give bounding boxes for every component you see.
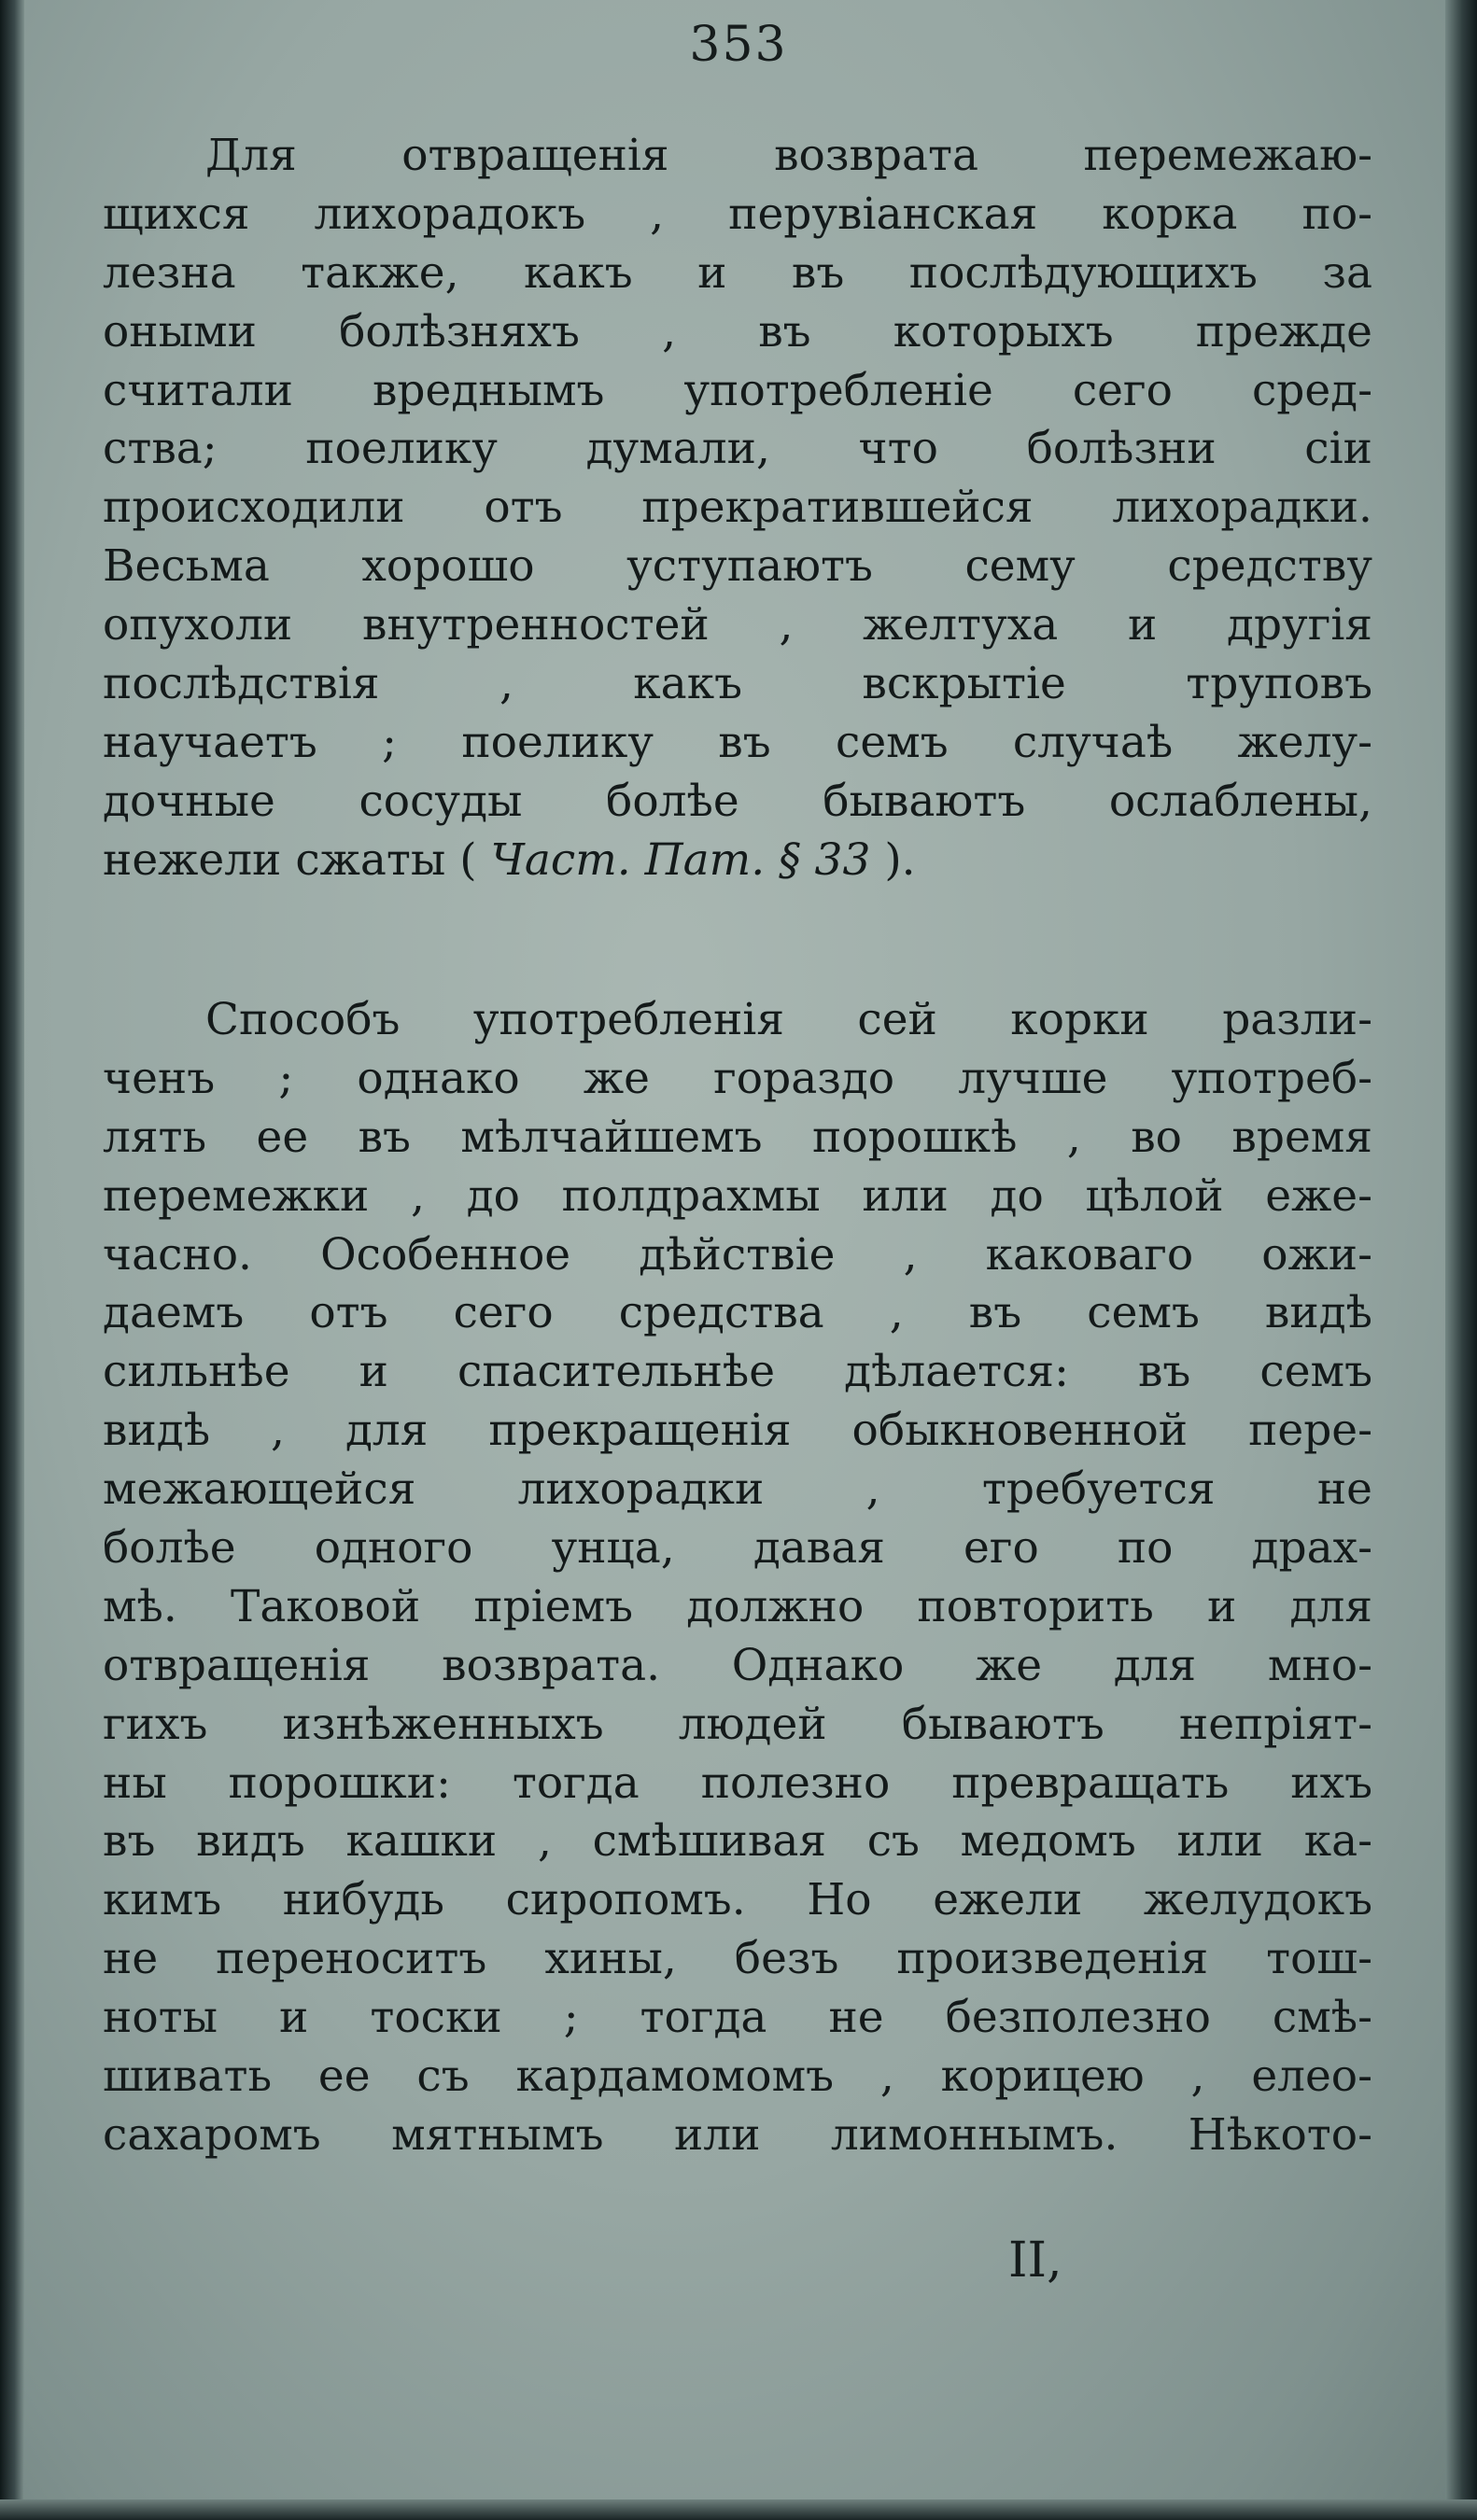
text-line: болѣе одного унца, давая его по драх-	[103, 1522, 1372, 1575]
text-line: мѣ. Таковой пріемъ должно повторить и для	[103, 1580, 1372, 1632]
text-before-reference: нежели сжаты (	[103, 833, 477, 886]
text-line: Для отвращенія возврата перемежаю-	[205, 130, 1372, 181]
text-line: ства; поелику думали, что болѣзни сіи	[103, 423, 1372, 475]
paragraph-1	[103, 127, 1372, 890]
text-line: происходили отъ прекратившейся лихорадки.	[103, 482, 1372, 534]
text-line: лять ее въ мѣлчайшемъ порошкѣ , во время	[103, 1111, 1372, 1163]
text-line: ченъ ; однако же гораздо лучше употреб-	[103, 1052, 1372, 1104]
text-line: опухоли внутренностей , желтуха и другія	[103, 599, 1372, 651]
text-line: ны порошки: тогда полезно превращать ихъ	[103, 1757, 1372, 1809]
paragraph-2	[103, 991, 1372, 2165]
text-line: отвращенія возврата. Однако же для мно-	[103, 1639, 1372, 1691]
text-line: сильнѣе и спасительнѣе дѣлается: въ семъ	[103, 1346, 1372, 1398]
text-line: шивать ее съ кардамомомъ , корицею , елео-	[103, 2051, 1372, 2103]
text-line: научаетъ ; поелику въ семъ случаѣ желу-	[103, 716, 1372, 768]
text-after-reference: ).	[884, 833, 916, 886]
text-line: Весьма хорошо уступаютъ сему средству	[103, 540, 1372, 593]
text-line: считали вреднымъ употребленіе сего сред-	[103, 364, 1372, 416]
text-line: оными болѣзняхъ , въ которыхъ прежде	[103, 305, 1372, 357]
text-line: перемежки , до полдрахмы или до цѣлой еже-	[103, 1169, 1372, 1222]
text-line: ноты и тоски ; тогда не безполезно смѣ-	[103, 1992, 1372, 2044]
page-bottom-edge-shadow	[0, 2499, 1477, 2520]
page-gutter-shadow	[0, 0, 24, 2520]
text-line: лезна также, какъ и въ послѣдующихъ за	[103, 246, 1372, 299]
text-line: гихъ изнѣженныхъ людей бываютъ непріят-	[103, 1698, 1372, 1750]
text-line: въ видъ кашки , смѣшивая съ медомъ или ка-	[103, 1815, 1372, 1868]
text-line: щихся лихорадокъ , перувіанская корка по-	[103, 188, 1372, 240]
text-line: сахаромъ мятнымъ или лимоннымъ. Нѣкото-	[103, 2108, 1372, 2161]
text-line: кимъ нибудь сиропомъ. Но ежели желудокъ	[103, 1874, 1372, 1926]
text-line: видѣ , для прекращенія обыкновенной пере-	[103, 1405, 1372, 1457]
text-line: межающейся лихорадки , требуется не	[103, 1463, 1372, 1516]
text-line: Способъ употребленія сей корки разли-	[205, 994, 1372, 1045]
text-line: часно. Особенное дѣйствіе , каковаго ожи-	[103, 1228, 1372, 1281]
printer-signature-mark: II,	[1008, 2233, 1062, 2289]
text-line: даемъ отъ сего средства , въ семъ видѣ	[103, 1287, 1372, 1339]
text-line-last	[103, 832, 1372, 890]
page-right-edge-shadow	[1445, 0, 1477, 2520]
text-line: послѣдствія , какъ вскрытіе труповъ	[103, 658, 1372, 710]
citation-reference: Част. Пат. § 33	[490, 833, 871, 886]
page-number: 353	[689, 17, 788, 73]
text-line: дочные сосуды болѣе бываютъ ослаблены,	[103, 775, 1372, 827]
text-line: не переноситъ хины, безъ произведенія тош-	[103, 1933, 1372, 1985]
